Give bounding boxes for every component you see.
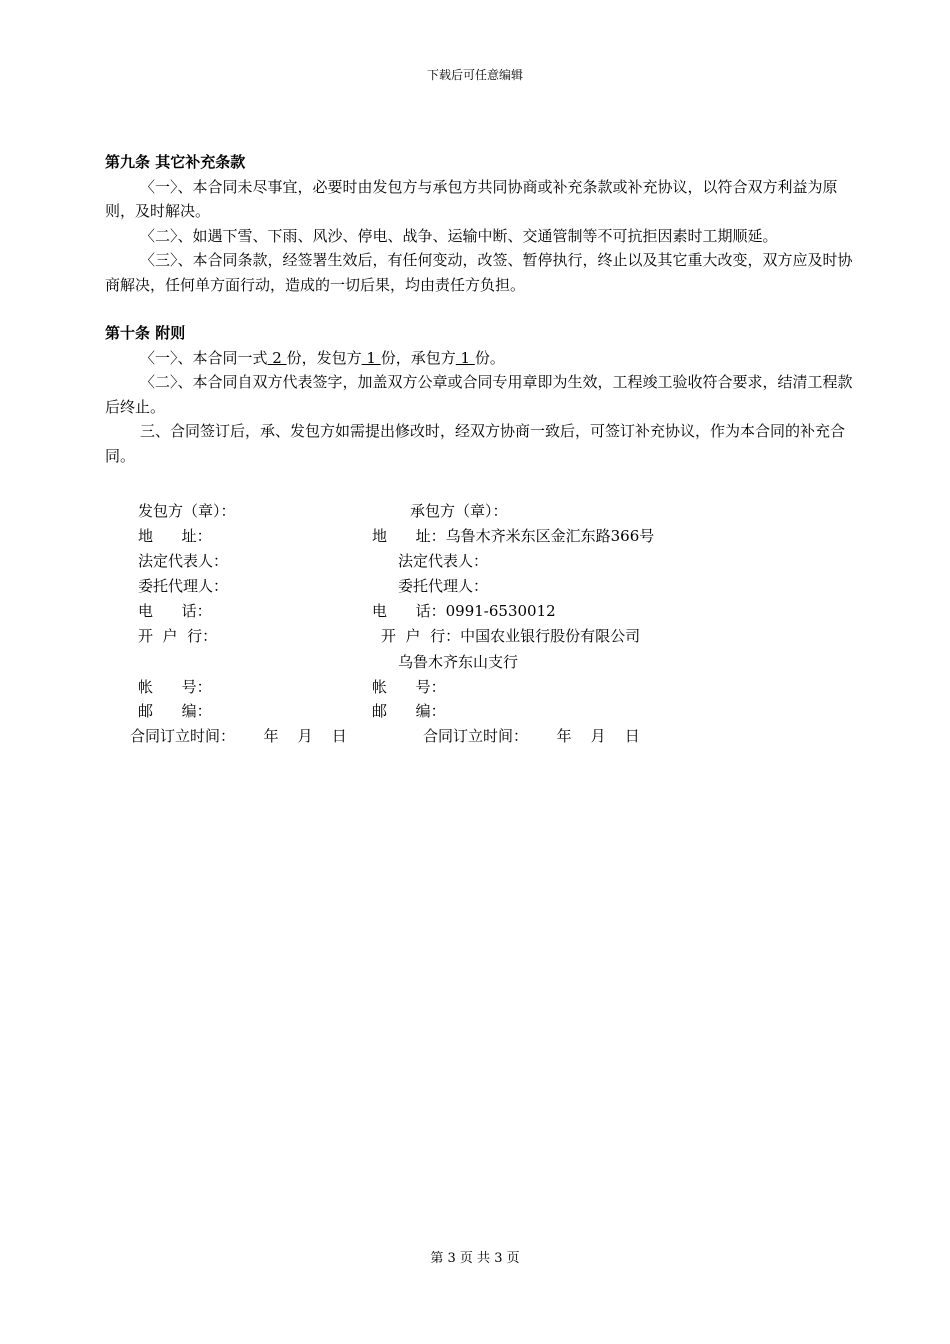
party-b-title: 承包方（章）： [410, 502, 508, 520]
page-header-note: 下载后可任意编辑 [426, 68, 523, 82]
article-9-title: 第九条 其它补充条款 [105, 153, 246, 171]
party-a-zip: 邮 编： [138, 702, 212, 720]
clause-text: 份，承包方 [380, 348, 456, 367]
article-9-clause-1: 〈一〉、本合同未尽事宜，必要时由发包方与承包方共同协商或补充条款或补充协议，以符合双方利益为原则，及时解决。 [105, 177, 838, 220]
article-10-clause-1 [105, 346, 857, 371]
party-a-address: 地 址： [138, 527, 212, 545]
party-b-account: 帐 号： [372, 678, 446, 696]
party-a-legal-rep: 法定代表人： [138, 552, 229, 570]
article-9-clause-2: 〈二〉、如遇下雪、下雨、风沙、停电、战争、运输中断、交通管制等不可抗拒因素时工期顺延。 [140, 226, 778, 245]
total-copies-value: 2 [267, 348, 287, 367]
page-number: 第 3 页 共 3 页 [430, 1251, 520, 1266]
party-b-zip: 邮 编： [372, 702, 446, 720]
party-b-phone: 电 话：0991-6530012 [372, 602, 556, 620]
party-b-sign-date: 合同订立时间： 年 月 日 [423, 727, 640, 745]
party-b-copies-value: 1 [455, 348, 475, 367]
party-b-agent: 委托代理人： [398, 577, 489, 595]
party-b-bank-branch: 乌鲁木齐东山支行 [398, 653, 519, 671]
party-b-bank: 开 户 行：中国农业银行股份有限公司 [381, 627, 641, 645]
article-10-title: 第十条 附则 [105, 324, 186, 342]
clause-text: 份，发包方 [286, 348, 362, 367]
article-10-clause-2: 〈二〉、本合同自双方代表签字，加盖双方公章或合同专用章即为生效，工程竣工验收符合要求，结清工程款后终止。 [105, 373, 853, 416]
party-a-phone: 电 话： [138, 602, 212, 620]
party-a-bank: 开 户 行： [138, 627, 218, 645]
clause-text: 〈一〉、本合同一式 [140, 348, 268, 367]
article-9-clause-3: 〈三〉、本合同条款，经签署生效后，有任何变动，改签、暂停执行，终止以及其它重大改变，双方应及时协商解决，任何单方面行动，造成的一切后果，均由责任方负担。 [105, 251, 853, 294]
section-gap [105, 297, 857, 321]
party-a-copies-value: 1 [361, 348, 381, 367]
party-a-title: 发包方（章）： [138, 502, 236, 520]
party-b-legal-rep: 法定代表人： [398, 552, 489, 570]
party-b-address: 地 址：乌鲁木齐米东区金汇东路366号 [372, 527, 655, 545]
clause-text: 份。 [474, 348, 505, 367]
contract-body [105, 150, 857, 468]
article-10-clause-3: 三、合同签订后，承、发包方如需提出修改时，经双方协商一致后，可签订补充协议，作为本合同的补充合同。 [105, 422, 846, 465]
party-a-sign-date: 合同订立时间： 年 月 日 [130, 727, 347, 745]
party-a-agent: 委托代理人： [138, 577, 229, 595]
party-a-account: 帐 号： [138, 678, 212, 696]
